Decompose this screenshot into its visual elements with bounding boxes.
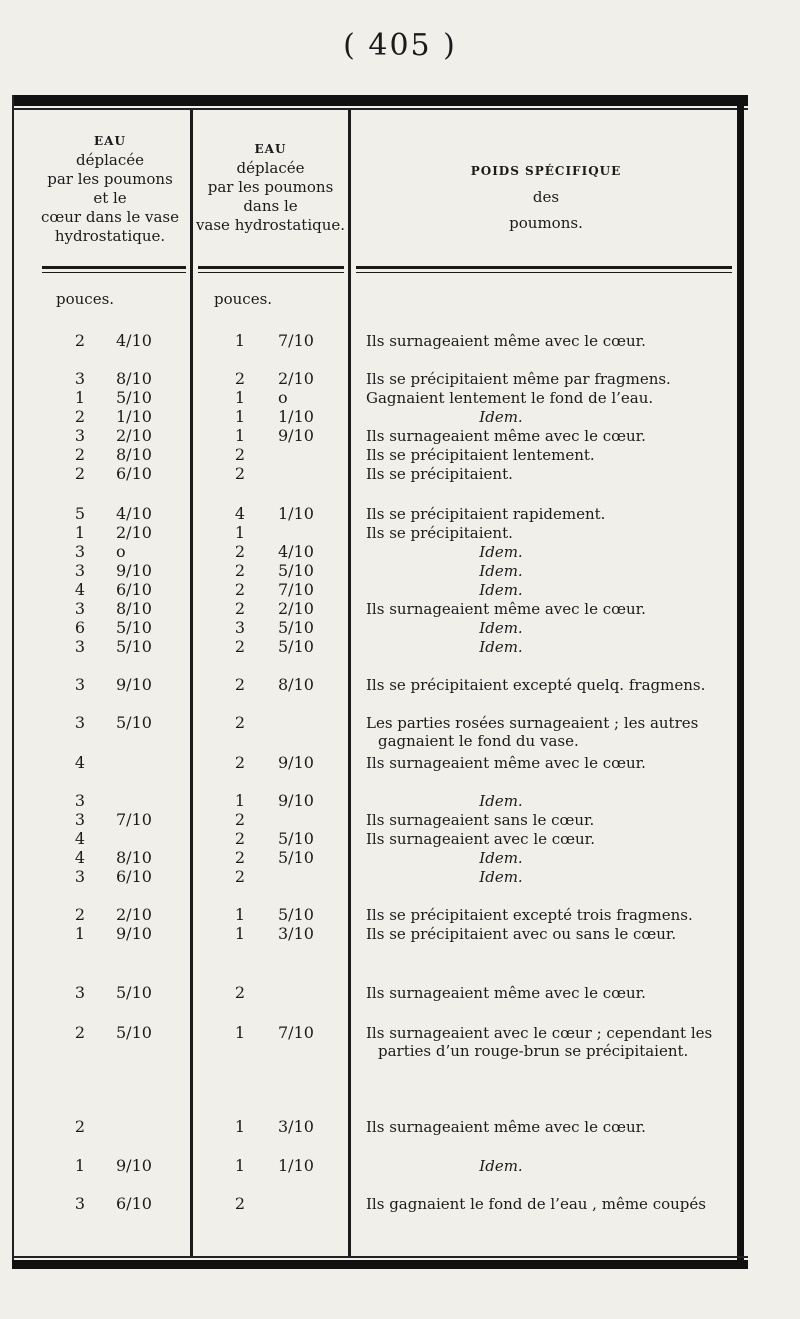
cell-lungs-fraction: 7/10 bbox=[278, 331, 314, 350]
cell-heart-lungs-fraction: 9/10 bbox=[116, 561, 152, 580]
cell-heart-lungs-whole: 2 bbox=[74, 1023, 86, 1042]
cell-heart-lungs-whole: 3 bbox=[74, 791, 86, 810]
cell-lungs-whole: 1 bbox=[234, 1117, 246, 1136]
cell-heart-lungs-whole: 2 bbox=[74, 1117, 86, 1136]
cell-heart-lungs-fraction: 9/10 bbox=[116, 675, 152, 694]
cell-heart-lungs-whole: 2 bbox=[74, 905, 86, 924]
cell-heart-lungs-whole: 4 bbox=[74, 580, 86, 599]
cell-lungs-whole: 1 bbox=[234, 331, 246, 350]
cell-heart-lungs-fraction: 5/10 bbox=[116, 618, 152, 637]
cell-lungs-whole: 2 bbox=[234, 561, 246, 580]
cell-lungs-whole: 1 bbox=[234, 1023, 246, 1042]
cell-heart-lungs-fraction: 2/10 bbox=[116, 905, 152, 924]
cell-heart-lungs-whole: 3 bbox=[74, 867, 86, 886]
cell-specific-weight: Idem. bbox=[479, 792, 523, 810]
cell-heart-lungs-fraction: 2/10 bbox=[116, 426, 152, 445]
cell-lungs-fraction: 2/10 bbox=[278, 599, 314, 618]
cell-heart-lungs-whole: 3 bbox=[74, 637, 86, 656]
column-divider-2 bbox=[348, 110, 351, 1258]
cell-specific-weight: Ils se précipitaient même par fragmens. bbox=[366, 370, 671, 388]
cell-specific-weight: Idem. bbox=[479, 638, 523, 656]
cell-lungs-whole: 4 bbox=[234, 504, 246, 523]
cell-lungs-fraction: 5/10 bbox=[278, 848, 314, 867]
units-col-1: pouces. bbox=[56, 290, 115, 308]
cell-heart-lungs-fraction: 7/10 bbox=[116, 810, 152, 829]
cell-heart-lungs-fraction: 1/10 bbox=[116, 407, 152, 426]
cell-heart-lungs-whole: 4 bbox=[74, 848, 86, 867]
cell-lungs-whole: 2 bbox=[234, 464, 246, 483]
cell-lungs-fraction: 7/10 bbox=[278, 580, 314, 599]
cell-specific-weight: Ils surnageaient sans le cœur. bbox=[366, 811, 595, 829]
cell-specific-weight: Ils se précipitaient lentement. bbox=[366, 446, 595, 464]
cell-heart-lungs-whole: 2 bbox=[74, 464, 86, 483]
cell-lungs-whole: 2 bbox=[234, 713, 246, 732]
cell-heart-lungs-fraction: 9/10 bbox=[116, 1156, 152, 1175]
cell-lungs-fraction: 1/10 bbox=[278, 1156, 314, 1175]
header-col-2: EAU déplacée par les poumons dans le vase hydrostatique. bbox=[195, 142, 346, 234]
cell-heart-lungs-whole: 1 bbox=[74, 388, 86, 407]
cell-heart-lungs-whole: 3 bbox=[74, 426, 86, 445]
cell-lungs-fraction: 1/10 bbox=[278, 407, 314, 426]
cell-specific-weight: Idem. bbox=[479, 408, 523, 426]
page-number: ( 405 ) bbox=[343, 28, 457, 63]
cell-heart-lungs-whole: 4 bbox=[74, 829, 86, 848]
cell-lungs-whole: 1 bbox=[234, 426, 246, 445]
cell-heart-lungs-whole: 1 bbox=[74, 523, 86, 542]
column-divider-1 bbox=[190, 110, 193, 1258]
cell-heart-lungs-fraction: 5/10 bbox=[116, 388, 152, 407]
cell-specific-weight: Idem. bbox=[479, 581, 523, 599]
cell-lungs-whole: 2 bbox=[234, 983, 246, 1002]
cell-heart-lungs-whole: 5 bbox=[74, 504, 86, 523]
cell-specific-weight: Ils se précipitaient. bbox=[366, 524, 513, 542]
cell-lungs-fraction: 5/10 bbox=[278, 561, 314, 580]
cell-specific-weight: Ils se précipitaient excepté trois fragmens. bbox=[366, 906, 693, 924]
cell-heart-lungs-fraction: 4/10 bbox=[116, 331, 152, 350]
cell-heart-lungs-whole: 2 bbox=[74, 331, 86, 350]
cell-lungs-whole: 2 bbox=[234, 599, 246, 618]
cell-lungs-fraction: 9/10 bbox=[278, 426, 314, 445]
cell-heart-lungs-fraction: 5/10 bbox=[116, 1023, 152, 1042]
cell-lungs-whole: 1 bbox=[234, 1156, 246, 1175]
header-rule-col-3 bbox=[356, 266, 732, 269]
cell-specific-weight-continuation: gagnaient le fond du vase. bbox=[378, 732, 579, 750]
cell-specific-weight: Idem. bbox=[479, 543, 523, 561]
header-rule-thin-col-2 bbox=[198, 272, 344, 273]
cell-heart-lungs-fraction: 8/10 bbox=[116, 848, 152, 867]
cell-specific-weight-continuation: parties d’un rouge-brun se précipitaient. bbox=[378, 1042, 689, 1060]
cell-heart-lungs-whole: 3 bbox=[74, 983, 86, 1002]
cell-specific-weight: Les parties rosées surnageaient ; les autres bbox=[366, 714, 699, 732]
cell-lungs-fraction: 8/10 bbox=[278, 675, 314, 694]
cell-lungs-whole: 1 bbox=[234, 523, 246, 542]
cell-heart-lungs-whole: 6 bbox=[74, 618, 86, 637]
cell-specific-weight: Ils surnageaient même avec le cœur. bbox=[366, 754, 646, 772]
cell-specific-weight: Ils surnageaient même avec le cœur. bbox=[366, 600, 646, 618]
cell-specific-weight: Ils surnageaient même avec le cœur. bbox=[366, 1118, 646, 1136]
cell-specific-weight: Ils surnageaient avec le cœur. bbox=[366, 830, 595, 848]
cell-lungs-whole: 2 bbox=[234, 1194, 246, 1213]
cell-lungs-fraction: 5/10 bbox=[278, 829, 314, 848]
cell-lungs-whole: 1 bbox=[234, 388, 246, 407]
cell-specific-weight: Idem. bbox=[479, 619, 523, 637]
cell-lungs-fraction: 5/10 bbox=[278, 618, 314, 637]
cell-heart-lungs-fraction: 2/10 bbox=[116, 523, 152, 542]
cell-heart-lungs-whole: 2 bbox=[74, 445, 86, 464]
cell-heart-lungs-whole: 2 bbox=[74, 407, 86, 426]
cell-lungs-whole: 2 bbox=[234, 445, 246, 464]
cell-lungs-whole: 2 bbox=[234, 753, 246, 772]
cell-heart-lungs-fraction: 6/10 bbox=[116, 1194, 152, 1213]
header-rule-col-1 bbox=[42, 266, 186, 269]
header-rule-thin-col-3 bbox=[356, 272, 732, 273]
cell-heart-lungs-whole: 1 bbox=[74, 924, 86, 943]
cell-lungs-fraction: 2/10 bbox=[278, 369, 314, 388]
header-col-1: EAU déplacée par les poumons et le cœur dans le vase hydrostatique. bbox=[41, 134, 179, 245]
cell-lungs-whole: 2 bbox=[234, 542, 246, 561]
cell-heart-lungs-whole: 3 bbox=[74, 542, 86, 561]
cell-specific-weight: Ils se précipitaient. bbox=[366, 465, 513, 483]
units-col-2: pouces. bbox=[214, 290, 273, 308]
cell-heart-lungs-whole: 4 bbox=[74, 753, 86, 772]
cell-heart-lungs-fraction: 6/10 bbox=[116, 867, 152, 886]
cell-lungs-fraction: 4/10 bbox=[278, 542, 314, 561]
cell-lungs-whole: 1 bbox=[234, 905, 246, 924]
cell-heart-lungs-fraction: 6/10 bbox=[116, 580, 152, 599]
cell-lungs-whole: 2 bbox=[234, 829, 246, 848]
cell-lungs-whole: 1 bbox=[234, 791, 246, 810]
cell-specific-weight: Ils se précipitaient avec ou sans le cœur. bbox=[366, 925, 677, 943]
cell-heart-lungs-fraction: 5/10 bbox=[116, 637, 152, 656]
cell-specific-weight: Ils gagnaient le fond de l’eau , même coupés bbox=[366, 1195, 706, 1213]
cell-lungs-whole: 3 bbox=[234, 618, 246, 637]
cell-lungs-whole: 2 bbox=[234, 867, 246, 886]
header-rule-thin-col-1 bbox=[42, 272, 186, 273]
cell-lungs-fraction: 9/10 bbox=[278, 791, 314, 810]
cell-specific-weight: Ils se précipitaient rapidement. bbox=[366, 505, 606, 523]
cell-lungs-whole: 1 bbox=[234, 924, 246, 943]
cell-lungs-whole: 2 bbox=[234, 580, 246, 599]
cell-lungs-fraction: 3/10 bbox=[278, 924, 314, 943]
cell-lungs-fraction: 5/10 bbox=[278, 637, 314, 656]
cell-heart-lungs-whole: 1 bbox=[74, 1156, 86, 1175]
cell-lungs-whole: 2 bbox=[234, 848, 246, 867]
cell-heart-lungs-fraction: 6/10 bbox=[116, 464, 152, 483]
cell-heart-lungs-fraction: 8/10 bbox=[116, 369, 152, 388]
cell-specific-weight: Ils surnageaient même avec le cœur. bbox=[366, 984, 646, 1002]
cell-heart-lungs-whole: 3 bbox=[74, 675, 86, 694]
cell-specific-weight: Idem. bbox=[479, 562, 523, 580]
header-rule-col-2 bbox=[198, 266, 344, 269]
cell-lungs-fraction: 5/10 bbox=[278, 905, 314, 924]
cell-specific-weight: Gagnaient lentement le fond de l’eau. bbox=[366, 389, 654, 407]
cell-heart-lungs-fraction: 8/10 bbox=[116, 445, 152, 464]
cell-heart-lungs-whole: 3 bbox=[74, 369, 86, 388]
cell-heart-lungs-fraction: o bbox=[116, 542, 126, 561]
cell-heart-lungs-fraction: 5/10 bbox=[116, 983, 152, 1002]
cell-lungs-whole: 2 bbox=[234, 369, 246, 388]
cell-heart-lungs-whole: 3 bbox=[74, 713, 86, 732]
cell-lungs-fraction: 9/10 bbox=[278, 753, 314, 772]
cell-specific-weight: Ils surnageaient même avec le cœur. bbox=[366, 427, 646, 445]
cell-lungs-fraction: 3/10 bbox=[278, 1117, 314, 1136]
header-col-3: POIDS SPÉCIFIQUE des poumons. bbox=[470, 164, 622, 232]
cell-specific-weight: Ils se précipitaient excepté quelq. fragmens. bbox=[366, 676, 706, 694]
cell-heart-lungs-whole: 3 bbox=[74, 561, 86, 580]
cell-specific-weight: Ils surnageaient même avec le cœur. bbox=[366, 332, 646, 350]
cell-specific-weight: Idem. bbox=[479, 868, 523, 886]
cell-lungs-fraction: o bbox=[278, 388, 288, 407]
cell-specific-weight: Idem. bbox=[479, 1157, 523, 1175]
cell-heart-lungs-fraction: 9/10 bbox=[116, 924, 152, 943]
cell-heart-lungs-whole: 3 bbox=[74, 599, 86, 618]
cell-lungs-whole: 2 bbox=[234, 637, 246, 656]
cell-heart-lungs-whole: 3 bbox=[74, 1194, 86, 1213]
bottom-rule-thin bbox=[12, 1256, 748, 1258]
cell-specific-weight: Ils surnageaient avec le cœur ; cependant les bbox=[366, 1024, 713, 1042]
cell-lungs-whole: 2 bbox=[234, 675, 246, 694]
cell-heart-lungs-fraction: 5/10 bbox=[116, 713, 152, 732]
cell-heart-lungs-whole: 3 bbox=[74, 810, 86, 829]
cell-heart-lungs-fraction: 4/10 bbox=[116, 504, 152, 523]
cell-lungs-fraction: 7/10 bbox=[278, 1023, 314, 1042]
cell-lungs-whole: 2 bbox=[234, 810, 246, 829]
cell-specific-weight: Idem. bbox=[479, 849, 523, 867]
cell-lungs-whole: 1 bbox=[234, 407, 246, 426]
bottom-rule bbox=[12, 1260, 748, 1269]
cell-heart-lungs-fraction: 8/10 bbox=[116, 599, 152, 618]
cell-lungs-fraction: 1/10 bbox=[278, 504, 314, 523]
